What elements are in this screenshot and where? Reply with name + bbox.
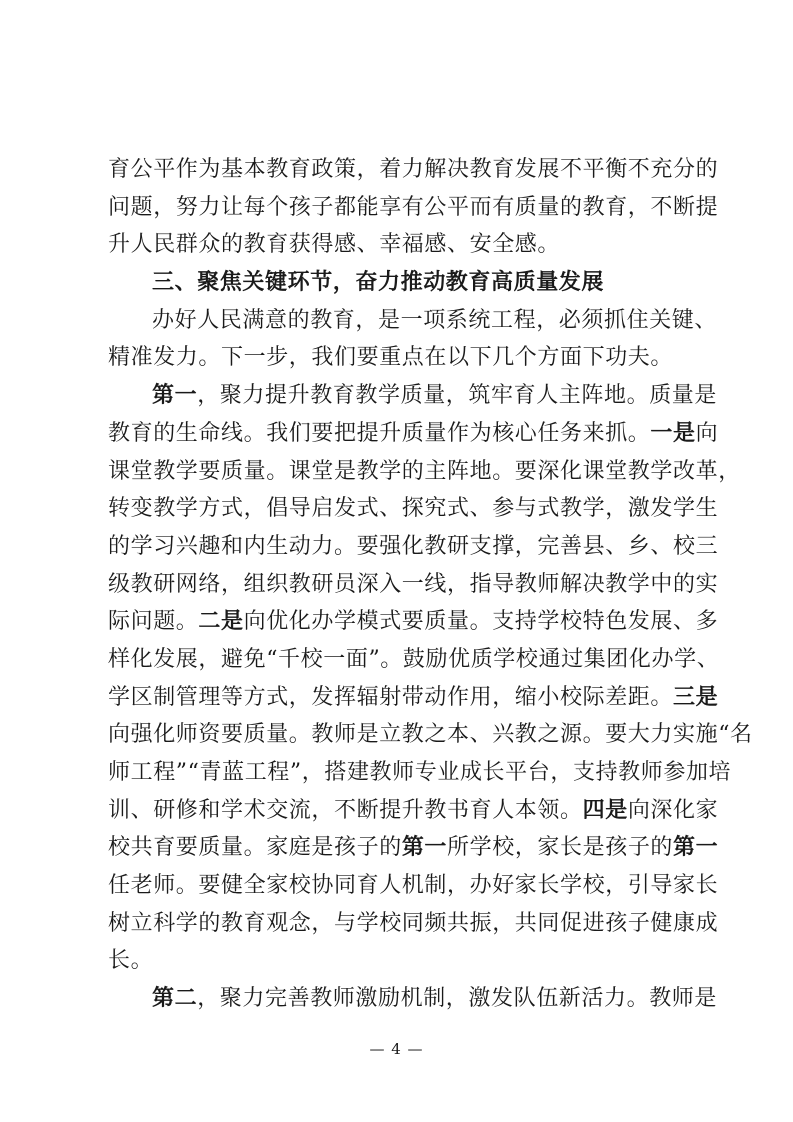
section-heading: 三、聚焦关键环节，奋力推动教育高质量发展 [152, 269, 605, 296]
text-line: 转变教学方式，倡导启发式、探究式、参与式教学，激发学生 [108, 496, 719, 522]
emphasis: 第一 [401, 834, 448, 861]
paragraph [108, 377, 753, 980]
text-line: 向强化师资要质量。教师是立教之本、兴教之源。要大力实施“名 [108, 722, 753, 748]
text-line: 问题，努力让每个孩子都能享有公平而有质量的教育，不断提 [108, 194, 719, 220]
text-line: 际问题。二是向优化办学模式要质量。支持学校特色发展、多 [108, 608, 719, 635]
text-line: 育公平作为基本教育政策，着力解决教育发展不平衡不充分的 [108, 157, 719, 182]
emphasis: 第一 [152, 382, 198, 409]
text-line: 样化发展，避免“千校一面”。鼓励优质学校通过集团化办学、 [108, 646, 720, 672]
text-line: 升人民群众的教育获得感、幸福感、安全感。 [108, 232, 561, 258]
emphasis: 三是 [673, 683, 719, 710]
text-line: 师工程”“青蓝工程”，搭建教师专业成长平台，支持教师参加培 [108, 760, 732, 785]
text-line: 训、研修和学术交流，不断提升教书育人本领。四是向深化家 [108, 796, 719, 823]
emphasis: 一是 [650, 419, 696, 446]
text-line: 课堂教学要质量。课堂是教学的主阵地。要深化课堂教学改革， [108, 458, 741, 484]
paragraph [108, 980, 718, 1018]
text-line: 任老师。要健全家校协同育人机制，办好家长学校，引导家长 [108, 873, 719, 899]
text-line: 第二，聚力完善教师激励机制，激发队伍新活力。教师是 [152, 985, 718, 1012]
text-line: 树立科学的教育观念，与学校同频共振，共同促进孩子健康成 [108, 910, 719, 936]
text-line: 学区制管理等方式，发挥辐射带动作用，缩小校际差距。三是 [108, 683, 719, 710]
paragraph [108, 151, 719, 264]
text-line: 精准发力。下一步，我们要重点在以下几个方面下功夫。 [108, 345, 674, 371]
text-line: 的学习兴趣和内生动力。要强化教研支撑，完善县、乡、校三 [108, 533, 719, 559]
paragraph [108, 302, 718, 377]
text-line: 办好人民满意的教育，是一项系统工程，必须抓住关键、 [152, 307, 718, 333]
document-body [108, 151, 753, 1018]
text-line: 校共育要质量。家庭是孩子的第一所学校，家长是孩子的第一 [108, 834, 719, 861]
emphasis: 四是 [582, 796, 628, 823]
text-line: 长。 [108, 948, 154, 974]
page-number: — 4 — [369, 1040, 424, 1058]
text-line: 教育的生命线。我们要把提升质量作为核心任务来抓。一是向 [108, 419, 719, 446]
emphasis: 第一 [673, 834, 719, 861]
text-line: 级教研网络，组织教研员深入一线，指导教师解决教学中的实 [108, 571, 719, 597]
emphasis: 第二 [152, 985, 198, 1012]
text-line: 第一，聚力提升教育教学质量，筑牢育人主阵地。质量是 [152, 382, 718, 409]
emphasis: 二是 [198, 608, 244, 635]
